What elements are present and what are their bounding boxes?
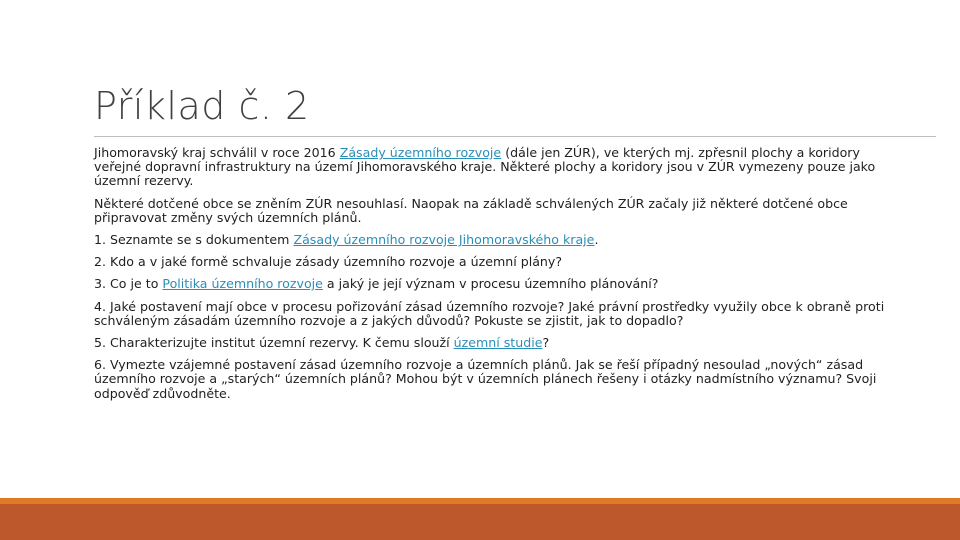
title-divider xyxy=(94,136,936,137)
question-1 xyxy=(94,233,894,247)
question-5-after: ? xyxy=(542,335,550,351)
intro-text-after: (dále jen ZÚR), ve kterých mj. zpřesnil plochy a koridory veřejné dopravní infrastruktury na území Jihomoravského kraje. Některé plochy a koridory jsou v ZÚR vymezeny pouze jako územní rezervy. xyxy=(94,145,876,189)
question-3 xyxy=(94,277,894,291)
question-2: 2. Kdo a v jaké formě schvaluje zásady územního rozvoje a územní plány? xyxy=(94,254,563,270)
question-5 xyxy=(94,336,894,350)
second-paragraph: Některé dotčené obce se zněním ZÚR nesouhlasí. Naopak na základě schválených ZÚR začaly již některé dotčené obce připravovat změny svých územních plánů. xyxy=(94,195,848,225)
slide-title: Příklad č. 2 xyxy=(94,84,310,128)
question-3-after: a jaký je její význam v procesu územního plánování? xyxy=(322,276,659,292)
uzemni-studie-link[interactable]: územní studie xyxy=(453,335,543,351)
question-1-after: . xyxy=(594,232,599,248)
politika-link[interactable]: Politika územního rozvoje xyxy=(162,276,323,292)
intro-text-before: Jihomoravský kraj schválil v roce 2016 xyxy=(94,145,340,160)
question-6: 6. Vymezte vzájemné postavení zásad územního rozvoje a územních plánů. Jak se řeší případný nesoulad „nových“ zásad územního rozvoje a „starých“ územních plánů? Mohou být v územních plánech řešeny i otázky nadmístního významu? Svoji odpověď zdůvodněte. xyxy=(94,357,877,401)
slide-content xyxy=(94,146,894,409)
footer-bar xyxy=(0,504,960,540)
question-3-before: 3. Co je to xyxy=(94,276,163,292)
question-4: 4. Jaké postavení mají obce v procesu pořizování zásad územního rozvoje? Jaké právní prostředky využily obce k obraně proti schváleným zásadám územního rozvoje a z jakých důvodů? Pokuste se zjistit, jak to dopadlo? xyxy=(94,298,885,328)
question-1-before: 1. Seznamte se s dokumentem xyxy=(94,232,294,248)
zur-jmk-link[interactable]: Zásady územního rozvoje Jihomoravského kraje xyxy=(293,232,595,248)
intro-paragraph xyxy=(94,146,894,189)
question-5-before: 5. Charakterizujte institut územní rezervy. K čemu slouží xyxy=(94,335,454,351)
zur-link[interactable]: Zásady územního rozvoje xyxy=(339,145,502,160)
